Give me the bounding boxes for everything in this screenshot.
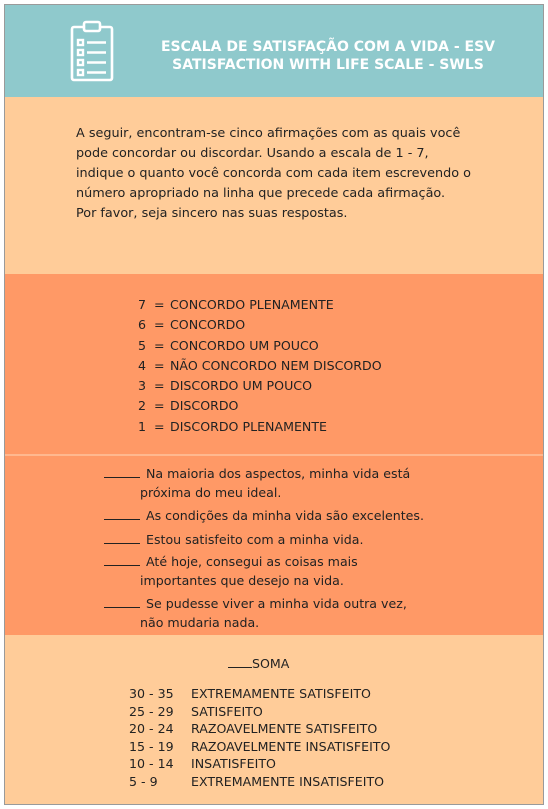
scale-value: 2 [138, 398, 147, 414]
header-banner [5, 5, 543, 97]
instructions-note: Por favor, seja sincero nas suas respostas. [76, 206, 348, 221]
scale-value: 6 [138, 317, 147, 333]
scale-row: 3 = DISCORDO UM POUCO [138, 376, 382, 396]
response-scale-list [138, 295, 382, 437]
title-pt: ESCALA DE SATISFAÇÃO COM A VIDA - ESV [160, 39, 496, 55]
statement-item-4 [104, 552, 504, 590]
score-range: 20 - 24 [129, 721, 174, 737]
score-range-row [129, 773, 390, 791]
score-range: 30 - 35 [129, 686, 174, 701]
swls-sheet [4, 4, 544, 805]
answer-blank[interactable] [104, 595, 140, 608]
answer-blank[interactable] [104, 507, 140, 520]
score-range: 10 - 14 [129, 756, 174, 772]
scale-value: 5 [138, 337, 147, 353]
answer-blank[interactable] [104, 553, 140, 566]
scale-label: CONCORDO UM POUCO [170, 337, 319, 353]
statement-item-1 [104, 464, 504, 502]
scale-value: 1 [138, 418, 147, 434]
scale-row: 2 = DISCORDO [138, 396, 382, 416]
clipboard-checklist-icon [69, 20, 115, 82]
title-en: SATISFACTION WITH LIFE SCALE - SWLS [172, 57, 484, 73]
answer-blank[interactable] [104, 531, 140, 544]
statement-text: Estou satisfeito com a minha vida. [146, 532, 364, 547]
statement-item-5 [104, 594, 504, 632]
statement-item-2 [104, 506, 504, 525]
score-label: SATISFEITO [191, 703, 263, 719]
scale-label: CONCORDO [170, 317, 246, 333]
statement-item-3 [104, 530, 504, 549]
scale-label: DISCORDO PLENAMENTE [170, 418, 327, 434]
answer-blank[interactable] [104, 465, 140, 478]
scale-row: 6 = CONCORDO [138, 315, 382, 335]
response-scale-section [5, 274, 543, 454]
scale-label: NÃO CONCORDO NEM DISCORDO [170, 357, 382, 373]
score-range-row [129, 685, 390, 703]
score-range-row [129, 720, 390, 738]
statement-text-cont: importantes que desejo na vida. [140, 573, 344, 588]
score-range: 15 - 19 [129, 738, 174, 754]
instructions-text [76, 124, 476, 224]
statement-text-cont: não mudaria nada. [140, 615, 260, 630]
page-title [123, 38, 533, 74]
statement-text: Na maioria dos aspectos, minha vida está [146, 466, 411, 481]
statement-text-cont: próxima do meu ideal. [140, 485, 282, 500]
instructions-body: A seguir, encontram-se cinco afirmações com as quais você pode concordar ou discordar. Usando a escala de 1 - 7, indique o quanto você concorda com cada item escrevendo o número apropriado na linha que precede cada afirmação. [76, 126, 471, 201]
score-range-row [129, 738, 390, 756]
scale-row: 1 = DISCORDO PLENAMENTE [138, 417, 382, 437]
statement-text: Se pudesse viver a minha vida outra vez, [146, 596, 407, 611]
score-label: EXTREMAMENTE INSATISFEITO [191, 773, 385, 789]
statement-text: As condições da minha vida são excelentes. [146, 508, 424, 523]
sum-field [228, 655, 289, 671]
scale-row: 4 = NÃO CONCORDO NEM DISCORDO [138, 356, 382, 376]
score-range-row [129, 703, 390, 721]
scale-label: DISCORDO [170, 398, 239, 414]
scoring-section [5, 635, 543, 805]
statement-text: Até hoje, consegui as coisas mais [146, 554, 358, 569]
scale-value: 3 [138, 378, 147, 394]
score-label: EXTREMAMENTE SATISFEITO [191, 686, 371, 701]
scale-label: DISCORDO UM POUCO [170, 378, 312, 394]
score-range: 5 - 9 [129, 773, 158, 789]
sum-blank[interactable] [228, 655, 252, 668]
scale-row: 5 = CONCORDO UM POUCO [138, 336, 382, 356]
sum-label: SOMA [252, 656, 290, 671]
score-ranges [129, 685, 390, 791]
score-label: RAZOAVELMENTE INSATISFEITO [191, 738, 391, 754]
score-label: INSATISFEITO [191, 756, 276, 772]
scale-row: 7 = CONCORDO PLENAMENTE [138, 295, 382, 315]
score-range: 25 - 29 [129, 703, 174, 719]
score-range-row [129, 755, 390, 773]
scale-value: 4 [138, 357, 147, 373]
statements-section [5, 456, 543, 635]
instructions-section [5, 97, 543, 274]
scale-label: CONCORDO PLENAMENTE [170, 297, 334, 312]
scale-value: 7 [138, 297, 147, 312]
score-label: RAZOAVELMENTE SATISFEITO [191, 721, 378, 737]
